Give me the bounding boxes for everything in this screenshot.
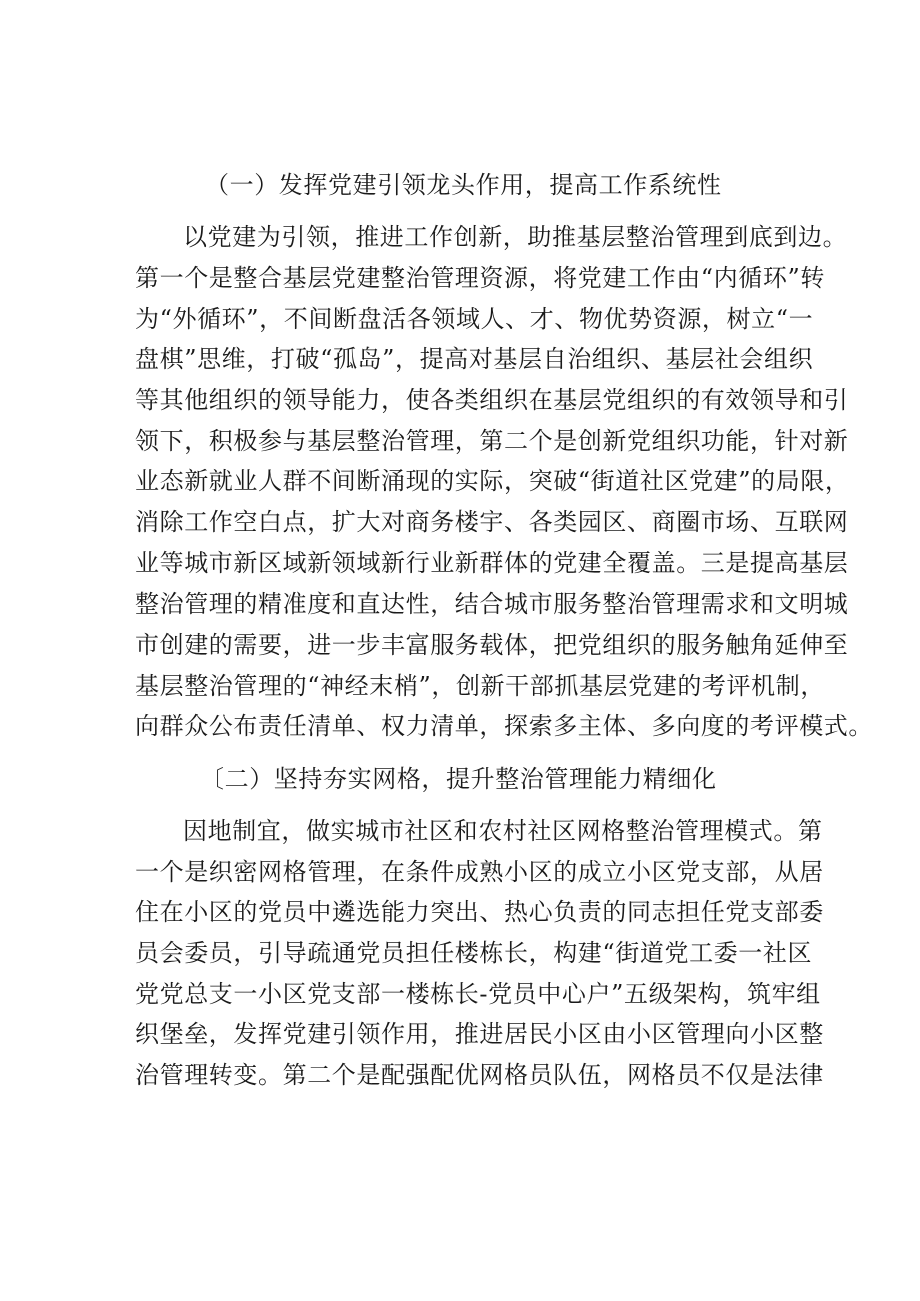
paragraph-1-line: 整治管理的精准度和直达性，结合城市服务整治管理需求和文明城: [135, 590, 849, 618]
paragraph-1-line: 以党建为引领，推进工作创新，助推基层整治管理到底到边。: [183, 223, 848, 251]
paragraph-1-line: 业等城市新区域新领域新行业新群体的党建全覆盖。三是提高基层: [135, 549, 849, 577]
paragraph-2-line: 党党总支一小区党支部一楼栋长-党员中心户”五级架构，筑牢组: [135, 980, 821, 1008]
paragraph-1-line: 市创建的需要，进一步丰富服务载体，把党组织的服务触角延伸至: [135, 631, 849, 659]
paragraph-2-line: 住在小区的党员中遴选能力突出、热心负责的同志担任党支部委: [135, 898, 824, 926]
paragraph-1-line: 业态新就业人群不间断涌现的实际，突破“街道社区党建”的局限，: [135, 467, 850, 495]
paragraph-1-line: 基层整治管理的“神经末梢”，创新干部抓基层党建的考评机制，: [135, 672, 825, 700]
paragraph-2-line: 一个是织密网格管理，在条件成熟小区的成立小区党支部，从居: [135, 858, 824, 886]
paragraph-2-line: 因地制宜，做实城市社区和农村社区网格整治管理模式。第: [183, 817, 823, 845]
paragraph-1-line: 向群众公布责任清单、权力清单，探索多主体、多向度的考评模式。: [135, 712, 873, 740]
paragraph-2-line: 治管理转变。第二个是配强配优网格员队伍，网格员不仅是法律: [135, 1061, 824, 1089]
paragraph-1-line: 盘棋”思维，打破“孤岛”，提高对基层自治组织、基层社会组织: [135, 345, 814, 373]
section-heading-1: （一）发挥党建引领龙头作用，提高工作系统性: [205, 171, 722, 199]
section-heading-2: 〔二）坚持夯实网格，提升整治管理能力精细化: [200, 765, 717, 793]
paragraph-1-line: 消除工作空白点，扩大对商务楼宇、各类园区、商圈市场、互联网: [135, 508, 849, 536]
paragraph-1-line: 等其他组织的领导能力，使各类组织在基层党组织的有效领导和引: [135, 386, 849, 414]
paragraph-1-line: 领下，积极参与基层整治管理，第二个是创新党组织功能，针对新: [135, 427, 849, 455]
paragraph-1-line: 为“外循环”，不间断盘活各领域人、才、物优势资源，树立“一: [135, 305, 814, 333]
paragraph-1-line: 第一个是整合基层党建整治管理资源，将党建工作由“内循环”转: [135, 264, 825, 292]
paragraph-2-line: 员会委员，引导疏通党员担任楼栋长，构建“街道党工委一社区: [135, 939, 813, 967]
paragraph-2-line: 织堡垒，发挥党建引领作用，推进居民小区由小区管理向小区整: [135, 1020, 824, 1048]
